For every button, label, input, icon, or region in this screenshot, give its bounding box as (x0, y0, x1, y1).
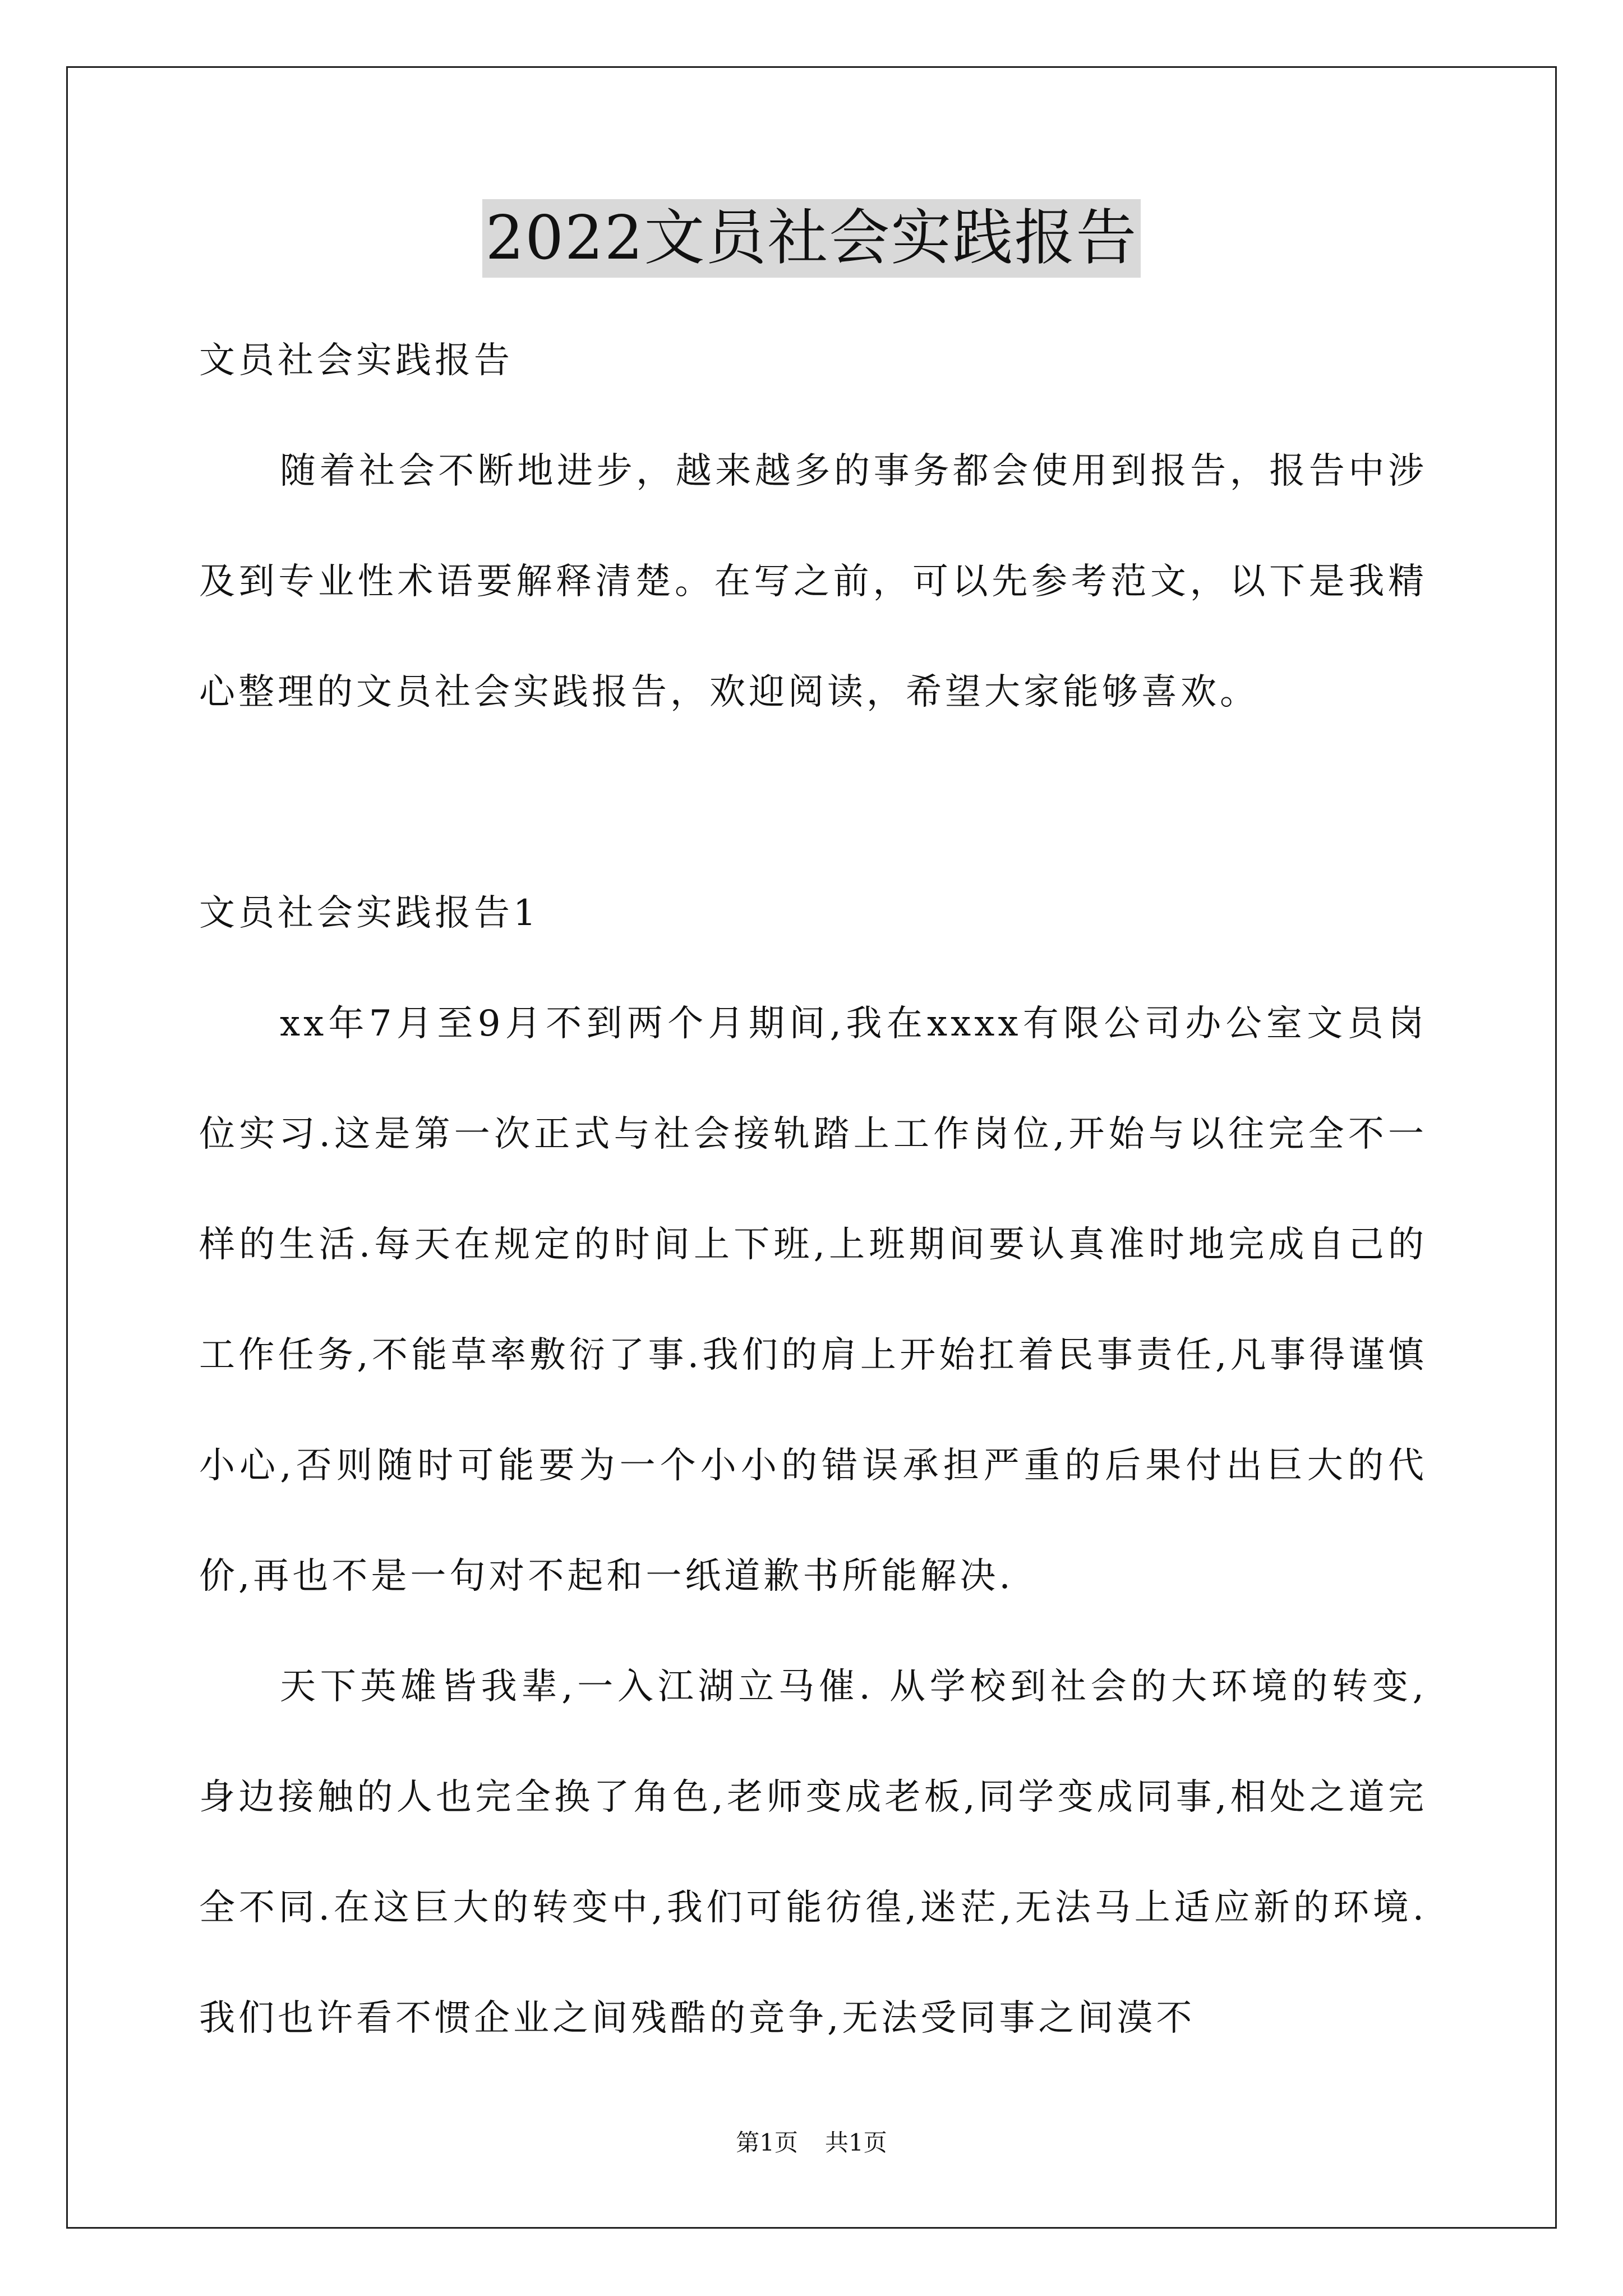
page-total: 共1页 (825, 2129, 887, 2156)
intro-paragraph: 随着社会不断地进步，越来越多的事务都会使用到报告，报告中涉及到专业性术语要解释清楚。在写之前，可以先参考范文，以下是我精心整理的文员社会实践报告，欢迎阅读，希望大家能够喜欢。 (199, 450, 1427, 713)
title-container (0, 199, 1623, 278)
main-heading: 文员社会实践报告 (199, 340, 513, 381)
page-number: 第1页 (736, 2129, 798, 2156)
body-paragraph-2: 天下英雄皆我辈,一入江湖立马催. 从学校到社会的大环境的转变,身边接触的人也完全换了角色,老师变成老板,同学变成同事,相处之道完全不同.在这巨大的转变中,我们可能彷徨,迷茫,无法马上适应新的环境.我们也许看不惯企业之间残酷的竞争,无法受同事之间漠不 (199, 1666, 1427, 2039)
page-footer (0, 2126, 1623, 2160)
section-heading: 文员社会实践报告1 (199, 892, 540, 934)
body-paragraph-1: xx年7月至9月不到两个月期间,我在xxxx有限公司办公室文员岗位实习.这是第一次正式与社会接轨踏上工作岗位,开始与以往完全不一样的生活.每天在规定的时间上下班,上班期间要认真准时地完成自己的工作任务,不能草率敷衍了事.我们的肩上开始扛着民事责任,凡事得谨慎小心,否则随时可能要为一个小小的错误承担严重的后果付出巨大的代价,再也不是一句对不起和一纸道歉书所能解决. (199, 1003, 1427, 1597)
section-spacer (199, 748, 1427, 858)
document-title: 2022文员社会实践报告 (482, 199, 1141, 278)
document-body (199, 306, 1427, 2074)
